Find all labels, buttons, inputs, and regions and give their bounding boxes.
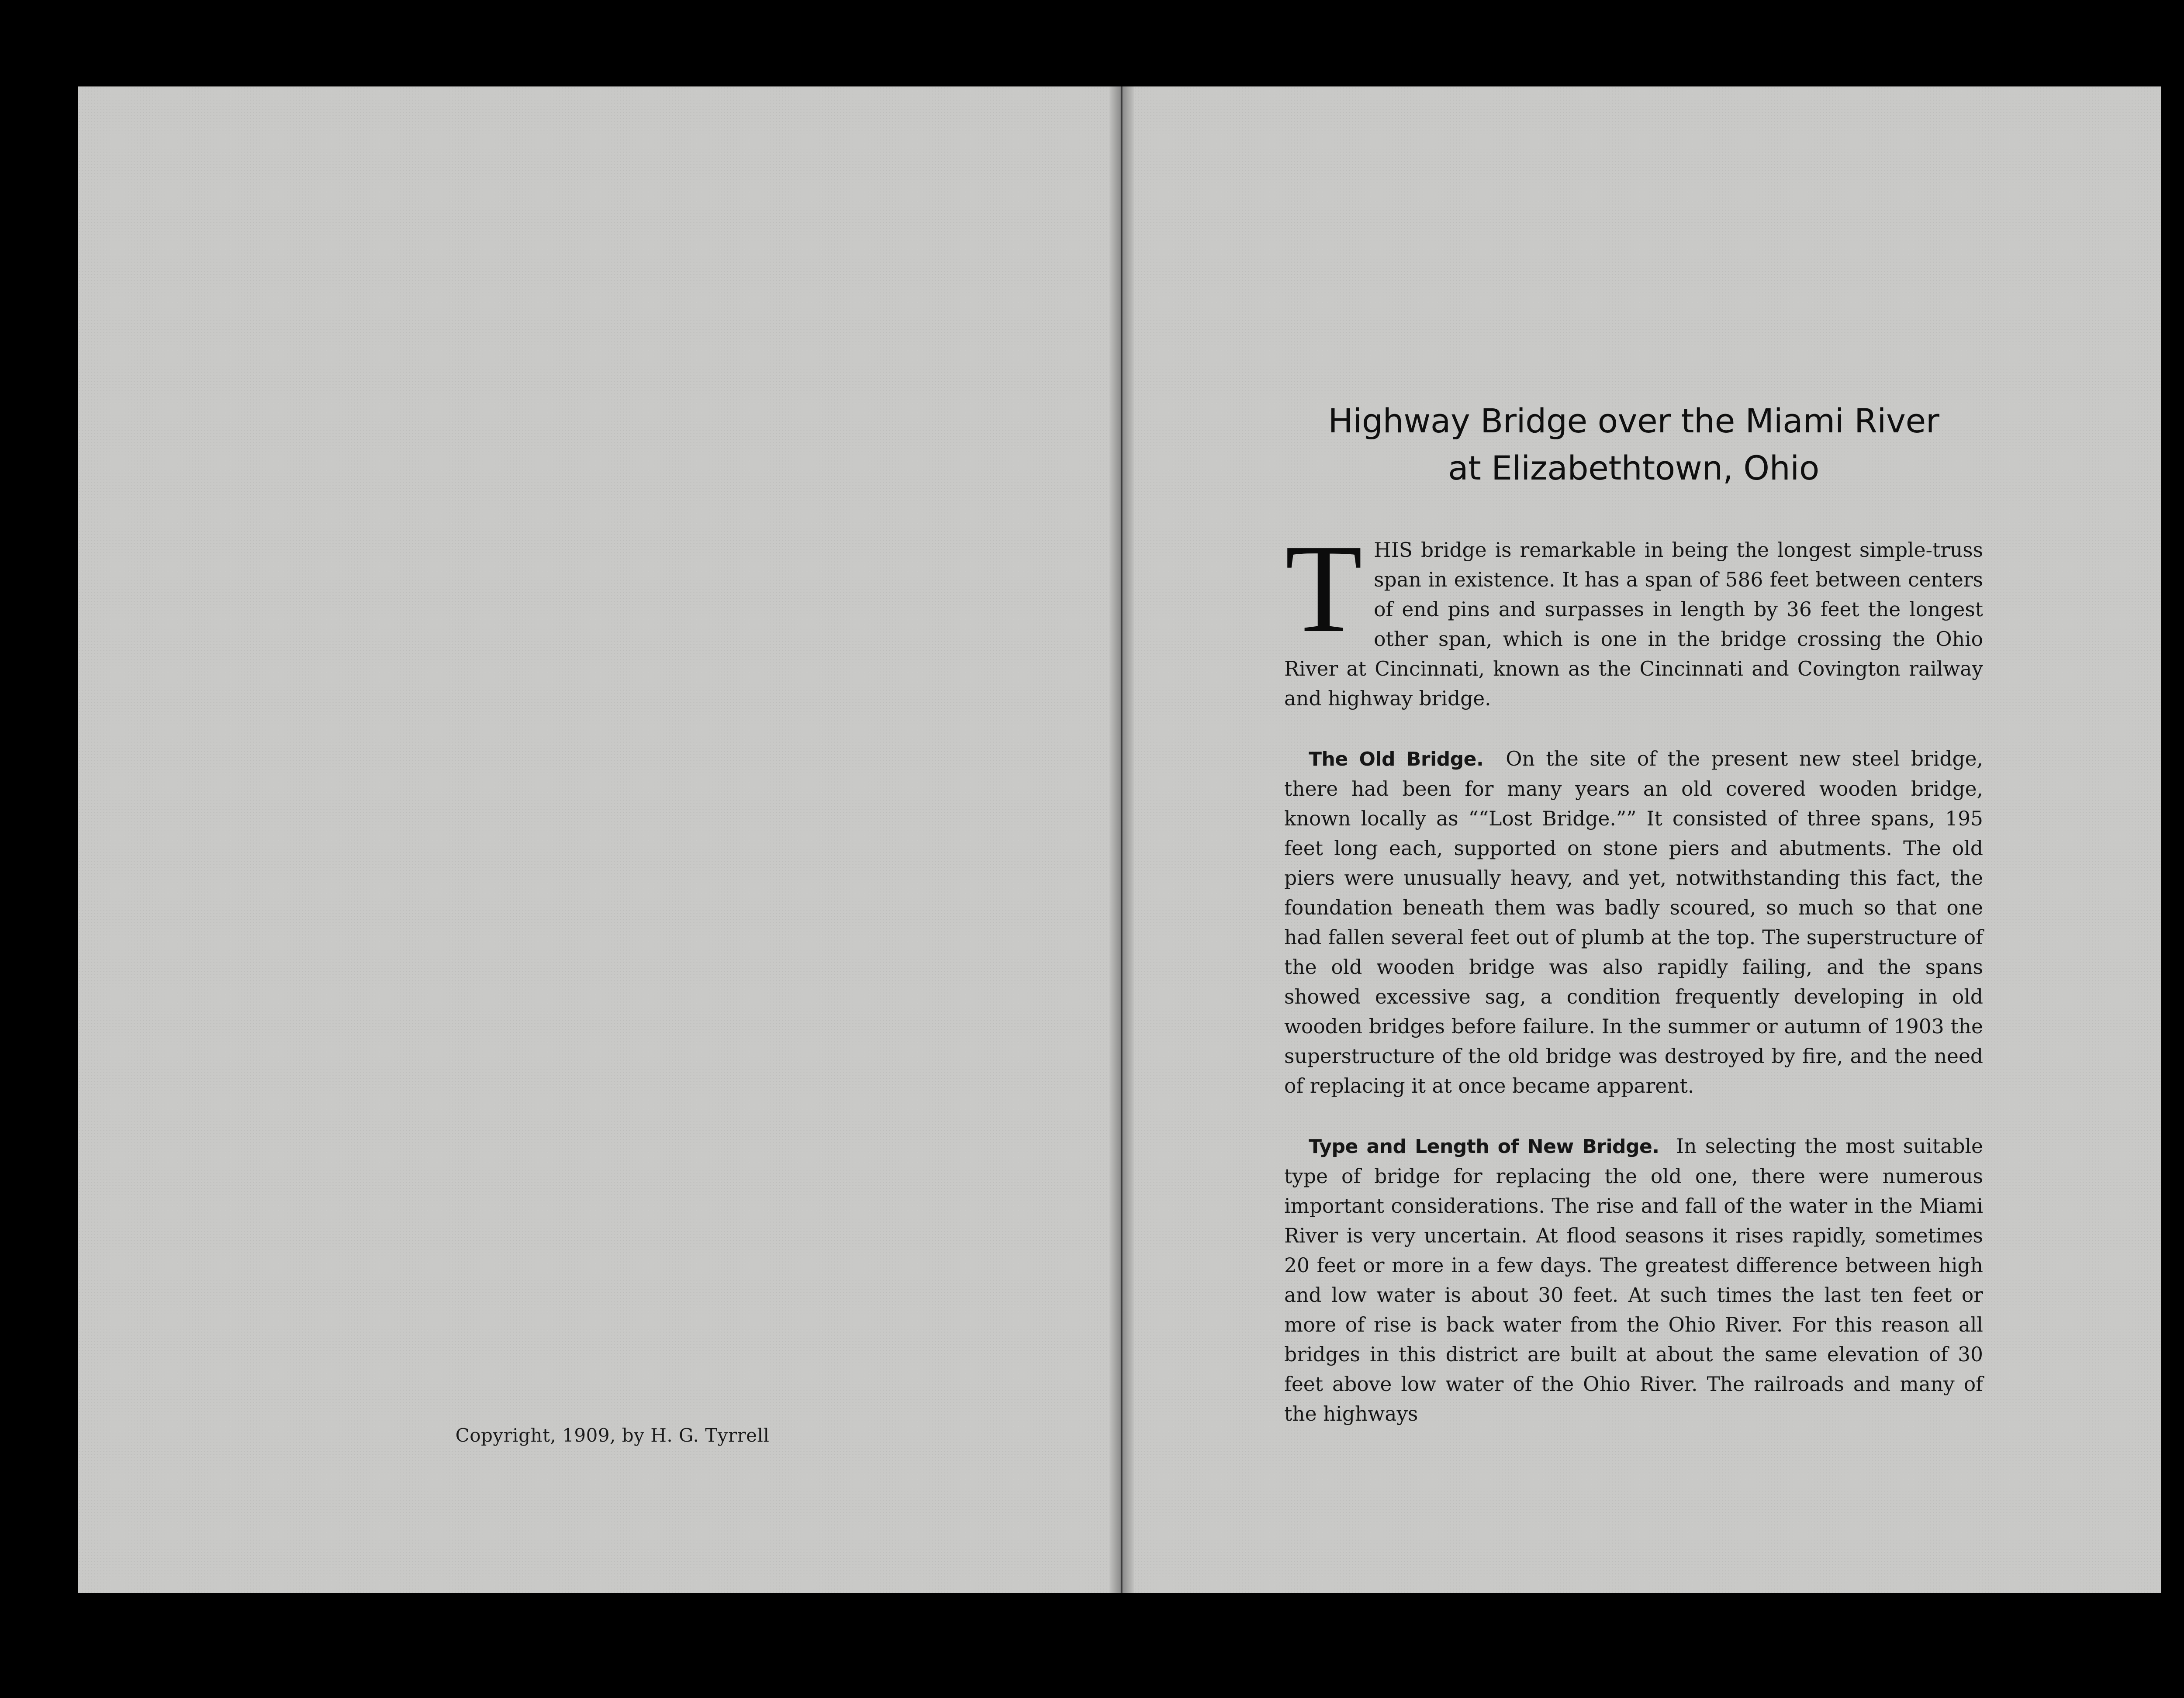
- drop-cap: T: [1285, 518, 1363, 659]
- title-line-1: Highway Bridge over the Miami River: [1328, 401, 1939, 440]
- section-heading: Type and Length of New Bridge.: [1309, 1135, 1659, 1158]
- left-page: [78, 86, 1122, 1593]
- section-text: In selecting the most suitable type of bridge for replacing the old one, there were numerous important considerations. The rise and fall of the water in the Miami River is very uncertain. At flood seasons it rises rapidly, sometimes 20 feet or more in a few days. The greatest difference between high and low water is about 30 feet. At such times the last ten feet or more of rise is back water from the Ohio River. For this reason all bridges in this district are built at about the same elevation of 30 feet above low water of the Ohio River. The railroads and many of the highways: [1284, 1135, 1983, 1425]
- article-title: [1284, 397, 1983, 492]
- section-heading: The Old Bridge.: [1309, 748, 1484, 770]
- section-new-bridge: [1284, 1132, 1983, 1429]
- article: [1284, 397, 1983, 1429]
- section-text: On the site of the present new steel bridge, there had been for many years an old covered wooden bridge, known locally as ““Lost Bridge.”” It consisted of three spans, 195 feet long each, supported on stone piers and abutments. The old piers were unusually heavy, and yet, notwithstanding this fact, the foundation beneath them was badly scoured, so much so that one had fallen several feet out of plumb at the top. The superstructure of the old wooden bridge was also rapidly failing, and the spans showed excessive sag, a condition frequently developing in old wooden bridges before failure. In the summer or autumn of 1903 the superstructure of the old bridge was destroyed by fire, and the need of replacing it at once became apparent.: [1284, 747, 1983, 1097]
- copyright-notice: Copyright, 1909, by H. G. Tyrrell: [455, 1425, 770, 1446]
- book-gutter: [1109, 86, 1134, 1593]
- section-old-bridge: [1284, 744, 1983, 1101]
- title-line-2: at Elizabethtown, Ohio: [1448, 449, 1819, 487]
- intro-text: HIS bridge is remarkable in being the longest simple-truss span in existence. It has a span of 586 feet between centers of end pins and surpasses in length by 36 feet the longest other span, which is one in the bridge crossing the Ohio River at Cincinnati, known as the Cincinnati and Covington railway and highway bridge.: [1284, 538, 1983, 710]
- intro-paragraph: [1284, 518, 1983, 714]
